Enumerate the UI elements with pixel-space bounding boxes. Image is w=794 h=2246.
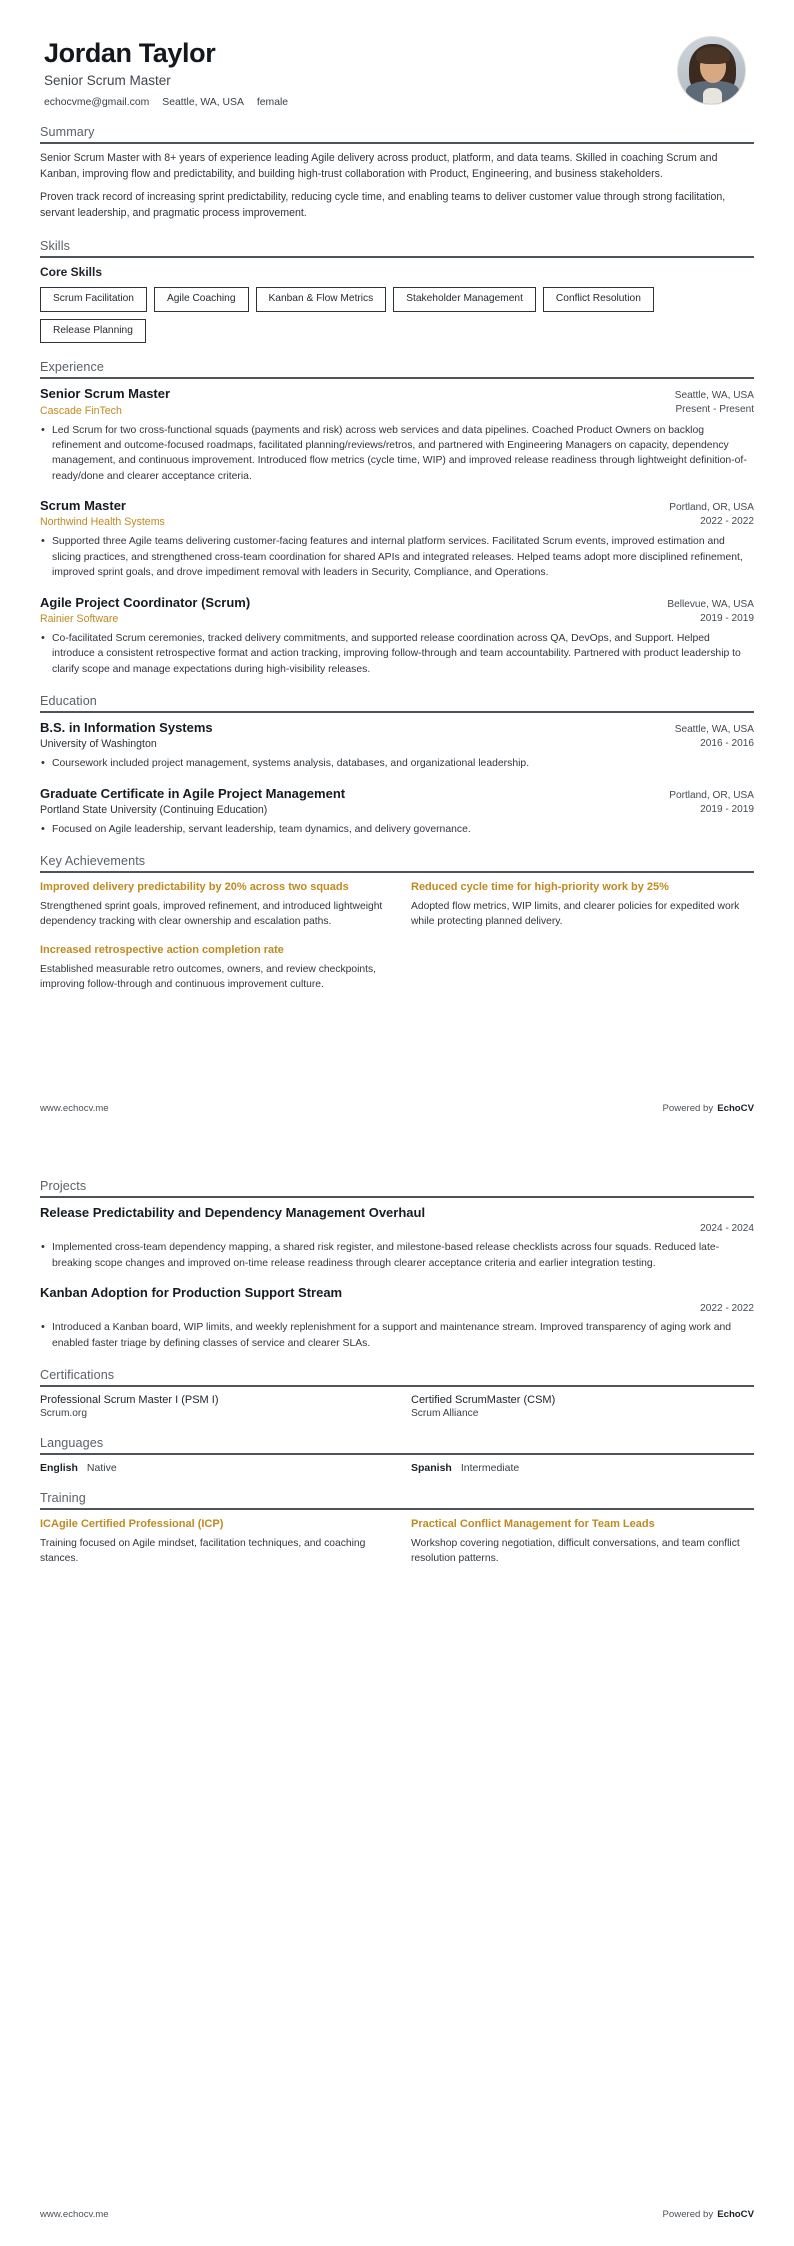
section-education: [40, 694, 754, 837]
language-item: [40, 1462, 383, 1474]
experience-role: Agile Project Coordinator (Scrum): [40, 594, 251, 610]
skill-chip: Release Planning: [40, 319, 146, 344]
training-description: Workshop covering negotiation, difficult conversations, and team conflict resolution patterns.: [411, 1537, 740, 1564]
section-heading-training: Training: [40, 1491, 86, 1506]
experience-entry: [40, 386, 754, 484]
experience-location: Portland, OR, USA: [669, 502, 754, 514]
education-location: Seattle, WA, USA: [674, 723, 754, 735]
skill-chip: Conflict Resolution: [543, 287, 654, 312]
bullet-item: • Supported three Agile teams delivering customer-facing features and internal platform services. Facilitated Scrum events, improved estimation and slicing practices, and strengthened cross-team coordination for shared APIs and integrated releases. Helped teams adopt more disciplined refinement, improved sprint goals, and drove impediment removal with leaders in Security, Compliance, and Operations.: [40, 534, 754, 580]
footer-brand-name: EchoCV: [717, 2209, 754, 2220]
certification-item: [411, 1394, 754, 1419]
experience-location: Seattle, WA, USA: [674, 390, 754, 402]
experience-dates: Present - Present: [675, 404, 754, 416]
skill-chip: Kanban & Flow Metrics: [256, 287, 387, 312]
footer-website[interactable]: www.echocv.me: [40, 1103, 109, 1114]
achievements-body: [40, 873, 754, 992]
language-item: [411, 1462, 754, 1474]
experience-dates: 2019 - 2019: [700, 612, 754, 624]
experience-role: Senior Scrum Master: [40, 386, 171, 402]
footer-brand-name: EchoCV: [717, 1103, 754, 1114]
certification-issuer: Scrum.org: [40, 1408, 87, 1420]
summary-paragraph: Senior Scrum Master with 8+ years of experience leading Agile delivery across product, platform, and data teams. Skilled in coaching Scrum and Kanban, improving flow and predictability, and building high-trust collaboration with Product, Engineering, and business stakeholders.: [40, 152, 718, 181]
certification-issuer: Scrum Alliance: [411, 1408, 479, 1420]
skill-group-title: Core Skills: [40, 264, 103, 279]
bullet-item: • Led Scrum for two cross-functional squads (payments and risk) across web services and data pipelines. Coached Product Owners on backlog refinement and outcome-focused roadmaps, facilitated planning/reviews/retros, and partnered with Engineering Managers on capacity, dependency management, and continuous improvement. Introduced flow metrics (cycle time, WIP) and improved release readiness through lightweight definition-of-ready/done and clearer acceptance criteria.: [40, 423, 754, 485]
certification-name: Certified ScrumMaster (CSM): [411, 1394, 556, 1407]
education-degree: Graduate Certificate in Agile Project Management: [40, 785, 346, 801]
experience-entry: [40, 498, 754, 580]
section-skills: [40, 239, 754, 344]
experience-company: Northwind Health Systems: [40, 516, 165, 529]
identity-block: [44, 34, 288, 108]
section-summary: [40, 125, 754, 222]
education-school: Portland State University (Continuing Education): [40, 803, 268, 816]
experience-company: Rainier Software: [40, 612, 119, 625]
achievement-title: Increased retrospective action completion rate: [40, 944, 284, 957]
projects-body: [40, 1198, 754, 1351]
achievement-item: [411, 880, 754, 929]
education-entry: [40, 786, 754, 838]
education-bullets: [40, 822, 754, 837]
bullet-item: • Co-facilitated Scrum ceremonies, tracked delivery commitments, and supported release coordination across QA, DevOps, and Support. Helped introduce a consistent retrospective format and action tracking, improving follow-through and team accountability. Partnered with product leadership to clarify scope and manage expectations during high-visibility releases.: [40, 631, 754, 677]
skill-chip: Scrum Facilitation: [40, 287, 147, 312]
training-item: [411, 1517, 754, 1566]
project-name: Release Predictability and Dependency Management Overhaul: [40, 1205, 426, 1220]
section-languages: [40, 1436, 754, 1474]
education-school: University of Washington: [40, 738, 157, 751]
training-title: ICAgile Certified Professional (ICP): [40, 1518, 224, 1531]
achievement-description: Strengthened sprint goals, improved refinement, and introduced lightweight dependency tracking with clear ownership and escalation paths.: [40, 901, 383, 928]
project-name: Kanban Adoption for Production Support Stream: [40, 1285, 343, 1301]
section-heading-summary: Summary: [40, 125, 95, 140]
section-projects: [40, 1179, 754, 1351]
language-level: Native: [86, 1462, 117, 1475]
skill-chip-list: [40, 287, 754, 344]
certifications-body: [40, 1387, 754, 1419]
bullet-item: • Focused on Agile leadership, servant leadership, team dynamics, and delivery governance.: [40, 822, 754, 837]
footer-powered-by-label: Powered by: [662, 1103, 714, 1114]
experience-bullets: [40, 534, 754, 580]
footer-brand: [663, 2209, 754, 2220]
contact-gender: female: [256, 97, 289, 109]
footer-brand: [663, 1103, 754, 1114]
avatar: [677, 36, 746, 105]
education-degree: B.S. in Information Systems: [40, 719, 213, 735]
section-heading-skills: Skills: [40, 238, 70, 253]
achievement-description: Adopted flow metrics, WIP limits, and clearer policies for expedited work while protecting planned delivery.: [411, 901, 740, 928]
section-achievements: [40, 854, 754, 992]
section-training: [40, 1491, 754, 1566]
education-location: Portland, OR, USA: [669, 789, 754, 801]
language-level: Intermediate: [460, 1462, 520, 1475]
education-dates: 2019 - 2019: [700, 803, 754, 815]
project-entry: [40, 1205, 754, 1271]
education-entry: [40, 720, 754, 772]
page-footer: [40, 1103, 754, 1114]
experience-location: Bellevue, WA, USA: [667, 598, 754, 610]
footer-powered-by-label: Powered by: [662, 2209, 714, 2220]
experience-role: Scrum Master: [40, 498, 126, 514]
language-name: English: [40, 1462, 78, 1475]
project-bullets: [40, 1320, 754, 1351]
section-heading-languages: Languages: [40, 1436, 104, 1451]
experience-company: Cascade FinTech: [40, 404, 122, 417]
education-dates: 2016 - 2016: [700, 737, 754, 749]
section-heading-certifications: Certifications: [40, 1368, 115, 1383]
experience-bullets: [40, 631, 754, 677]
achievement-title: Improved delivery predictability by 20% across two squads: [40, 881, 349, 894]
experience-body: [40, 379, 754, 677]
summary-body: [40, 144, 754, 222]
resume-header: [40, 34, 754, 108]
bullet-item: • Introduced a Kanban board, WIP limits, and weekly replenishment for a support and maintenance stream. Improved transparency of aging work and enabled faster triage by defining classes of service and clearer SLAs.: [40, 1320, 754, 1351]
section-certifications: [40, 1368, 754, 1419]
certification-item: [40, 1394, 383, 1419]
skill-chip: Agile Coaching: [154, 287, 249, 312]
section-heading-achievements: Key Achievements: [40, 854, 146, 869]
experience-dates: 2022 - 2022: [700, 516, 754, 528]
avatar-collar: [703, 88, 722, 104]
experience-entry: [40, 595, 754, 677]
training-item: [40, 1517, 383, 1566]
job-title: Senior Scrum Master: [44, 73, 171, 89]
education-body: [40, 713, 754, 837]
section-heading-education: Education: [40, 693, 97, 708]
certification-name: Professional Scrum Master I (PSM I): [40, 1394, 219, 1407]
skill-chip: Stakeholder Management: [393, 287, 536, 312]
contact-location: Seattle, WA, USA: [162, 97, 244, 109]
education-bullets: [40, 756, 754, 771]
training-title: Practical Conflict Management for Team Leads: [411, 1518, 655, 1531]
achievement-item: [40, 943, 383, 992]
project-entry: [40, 1285, 754, 1351]
bullet-item: • Coursework included project management, systems analysis, databases, and organizational leadership.: [40, 756, 754, 771]
language-name: Spanish: [411, 1462, 452, 1475]
summary-paragraph: Proven track record of increasing sprint predictability, reducing cycle time, and enabling teams to deliver customer value through strong facilitation, servant leadership, and pragmatic process improvement.: [40, 191, 726, 219]
skills-body: [40, 258, 754, 344]
project-bullets: [40, 1240, 754, 1271]
project-dates: 2022 - 2022: [700, 1303, 754, 1315]
contact-line: [44, 97, 288, 108]
languages-body: [40, 1455, 754, 1474]
resume-page-2: [0, 1140, 794, 2246]
achievement-item: [40, 880, 383, 929]
achievement-title: Reduced cycle time for high-priority work by 25%: [411, 881, 669, 894]
training-body: [40, 1510, 754, 1566]
contact-email: echocvme@gmail.com: [44, 97, 150, 109]
avatar-hair-front: [696, 47, 730, 64]
project-dates: 2024 - 2024: [700, 1223, 754, 1235]
section-experience: [40, 360, 754, 677]
page-title: Jordan Taylor: [44, 38, 216, 68]
bullet-item: • Implemented cross-team dependency mapping, a shared risk register, and milestone-based release checklists across four squads. Reduced late-breaking scope changes and improved on-time release readiness through clearer acceptance criteria and earlier integration testing.: [40, 1240, 754, 1271]
training-description: Training focused on Agile mindset, facilitation techniques, and coaching stances.: [40, 1537, 366, 1564]
achievement-description: Established measurable retro outcomes, owners, and review checkpoints, improving follow-through and continuous improvement culture.: [40, 963, 376, 991]
footer-website[interactable]: www.echocv.me: [40, 2209, 109, 2220]
experience-bullets: [40, 423, 754, 485]
section-heading-experience: Experience: [40, 360, 105, 375]
page-footer: [40, 2209, 754, 2220]
section-heading-projects: Projects: [40, 1179, 87, 1193]
